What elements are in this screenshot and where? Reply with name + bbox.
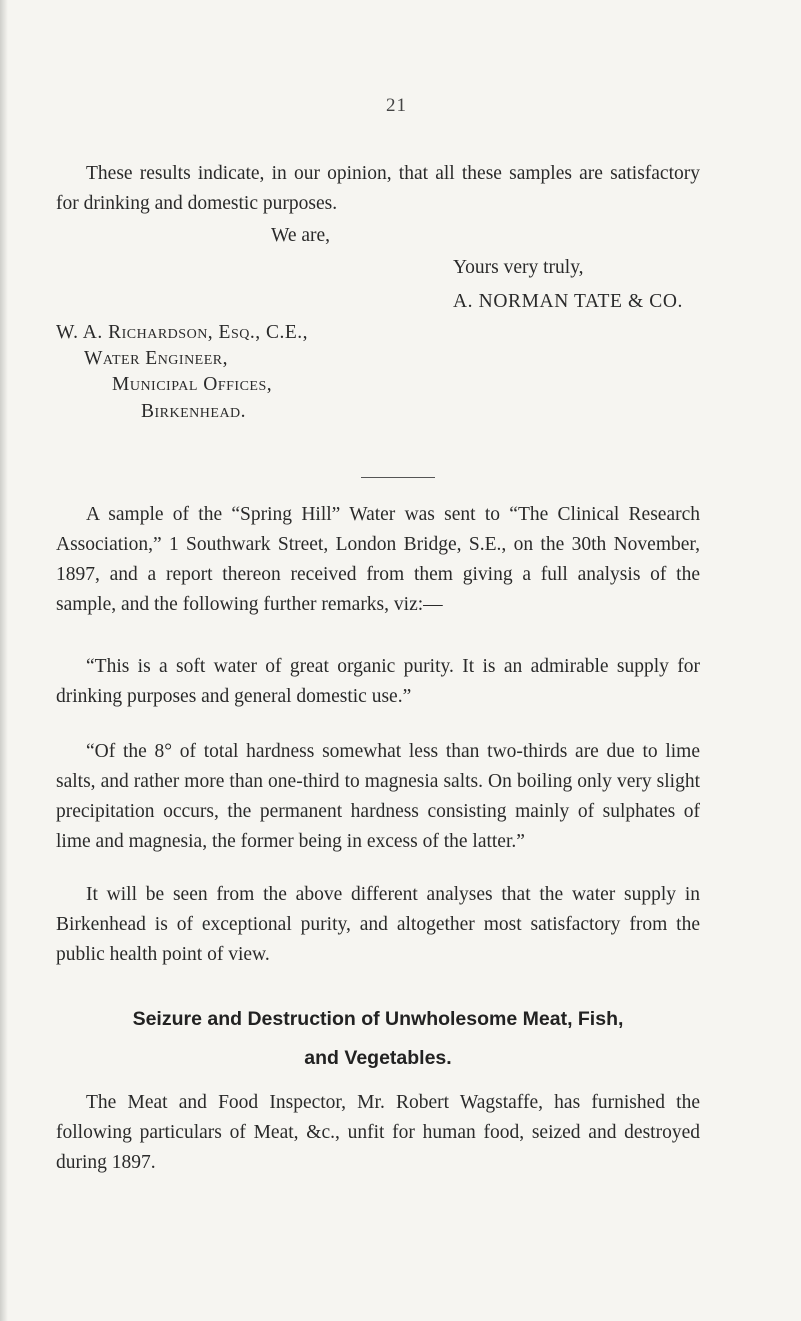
page-edge-shadow	[0, 0, 8, 1321]
page-number: 21	[386, 95, 407, 116]
paragraph-sample: A sample of the “Spring Hill” Water was sent to “The Clinical Research Association,” 1 Southwark Street, London Bridge, S.E., on the 30th November, 1897, and a report thereon received from them giving a full analysis of the sample, and the following further remarks, viz:—	[56, 504, 700, 615]
paragraph-quote-2: “Of the 8° of total hardness somewhat less than two-thirds are due to lime salts, and rather more than one-third to magnesia salts. On boiling only very slight precipitation occurs, the permanent hardness consisting mainly of sulphates of lime and magnesia, the former being in excess of the latter.”	[56, 741, 700, 852]
paragraph-conclusion: It will be seen from the above different analyses that the water supply in Birkenhead is of exceptional purity, and altogether most satisfactory from the public health point of view.	[56, 884, 700, 965]
letter-closing-we-are: We are,	[271, 225, 331, 246]
letter-signature: A. NORMAN TATE & CO.	[453, 291, 684, 312]
addressee-office: Municipal Offices,	[112, 374, 273, 395]
letter-closing-yours: Yours very truly,	[453, 257, 584, 278]
section-divider	[361, 477, 435, 478]
section-heading-line-2: and Vegetables.	[304, 1047, 452, 1069]
section-heading-line-1: Seizure and Destruction of Unwholesome Meat, Fish,	[132, 1008, 624, 1030]
letter-body: These results indicate, in our opinion, that all these samples are satisfactory for drinking and domestic purposes.	[56, 163, 700, 214]
addressee-name: W. A. Richardson, Esq., C.E.,	[56, 322, 309, 343]
addressee-town: Birkenhead.	[141, 401, 247, 422]
paragraph-quote-1: “This is a soft water of great organic purity. It is an admirable supply for drinking purposes and general domestic use.”	[56, 656, 700, 707]
section-body: The Meat and Food Inspector, Mr. Robert Wagstaffe, has furnished the following particulars of Meat, &c., unfit for human food, seized and destroyed during 1897.	[56, 1092, 700, 1173]
addressee-title: Water Engineer,	[84, 348, 229, 369]
